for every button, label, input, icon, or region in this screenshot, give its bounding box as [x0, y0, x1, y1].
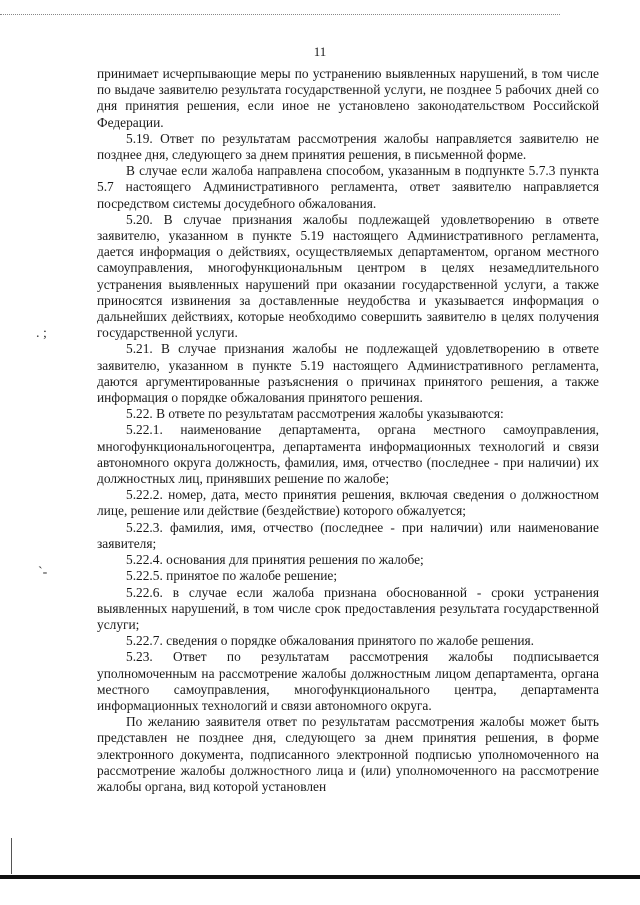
paragraph: 5.22.3. фамилия, имя, отчество (последнее - при наличии) или наименование заявителя; — [97, 519, 599, 551]
paragraph: 5.22.6. в случае если жалоба признана обоснованной - сроки устранения выявленных нарушений, в том числе срок предоставления результата государственной услуги; — [97, 584, 599, 632]
document-body — [97, 66, 599, 795]
paragraph: 5.20. В случае признания жалобы подлежащей удовлетворению в ответе заявителю, указанном в пункте 5.19 настоящего Административного регламента, дается информация о действиях, осуществляемых департаментом, органом местного самоуправления, многофункциональным центром в целях незамедлительного устранения выявленных нарушений при оказании государственной услуги, а также приносятся извинения за доставленные неудобства и указывается информация о дальнейших действиях, которые необходимо совершить заявителю в целях получения государственной услуги. — [97, 211, 599, 341]
top-scan-rule — [0, 14, 560, 15]
paragraph: 5.19. Ответ по результатам рассмотрения жалобы направляется заявителю не позднее дня, следующего за днем принятия решения, в письменной форме. — [97, 130, 599, 163]
margin-mark-1: . ; — [36, 326, 47, 341]
paragraph: По желанию заявителя ответ по результатам рассмотрения жалобы может быть представлен не позднее дня, следующего за днем принятия решения, в форме электронного документа, подписанного электронной подписью уполномоченного на рассмотрение жалобы должностного лица и (или) уполномоченного на рассмотрение жалобы органа, вид которой установлен — [97, 714, 599, 794]
paragraph: 5.21. В случае признания жалобы не подлежащей удовлетворению в ответе заявителю, указанном в пункте 5.19 настоящего Административного регламента, даются аргументированные разъяснения о причинах принятого решения, а также информация о порядке обжалования принятого решения. — [97, 341, 599, 406]
paragraph: 5.22.5. принятое по жалобе решение; — [126, 568, 338, 584]
paragraph: 5.22.4. основания для принятия решения по жалобе; — [126, 552, 424, 568]
bottom-scan-rule — [0, 875, 640, 879]
paragraph: 5.22. В ответе по результатам рассмотрения жалобы указываются: — [126, 406, 504, 422]
paragraph: принимает исчерпывающие меры по устранению выявленных нарушений, в том числе по выдаче заявителю результата государственной услуги, не позднее 5 рабочих дней со дня принятия решения, если иное не установлено законодательством Российской Федерации. — [97, 66, 599, 130]
paragraph: 5.22.1. наименование департамента, органа местного самоуправления, многофункциональногоцентра, департамента информационных технологий и связи автономного округа должность, фамилия, имя, отчество (последнее - при наличии) их должностных лиц, принявших решение по жалобе; — [97, 422, 599, 487]
paragraph: 5.22.7. сведения о порядке обжалования принятого по жалобе решения. — [126, 633, 535, 649]
paragraph: 5.22.2. номер, дата, место принятия решения, включая сведения о должностном лице, решение или действие (бездействие) которого обжалуется; — [97, 487, 599, 519]
margin-mark-2: `- — [38, 565, 48, 580]
page-number: 11 — [313, 44, 327, 59]
paragraph: В случае если жалоба направлена способом, указанным в подпункте 5.7.3 пункта 5.7 настоящего Административного регламента, ответ заявителю направляется посредством системы досудебного обжалования. — [97, 163, 599, 211]
scan-edge-mark — [11, 838, 12, 874]
paragraph: 5.23. Ответ по результатам рассмотрения жалобы подписывается уполномоченным на рассмотрение жалобы должностным лицом департамента, органа местного самоуправления, многофункционального центра, департамента информационных технологий и связи автономного округа. — [97, 649, 599, 713]
